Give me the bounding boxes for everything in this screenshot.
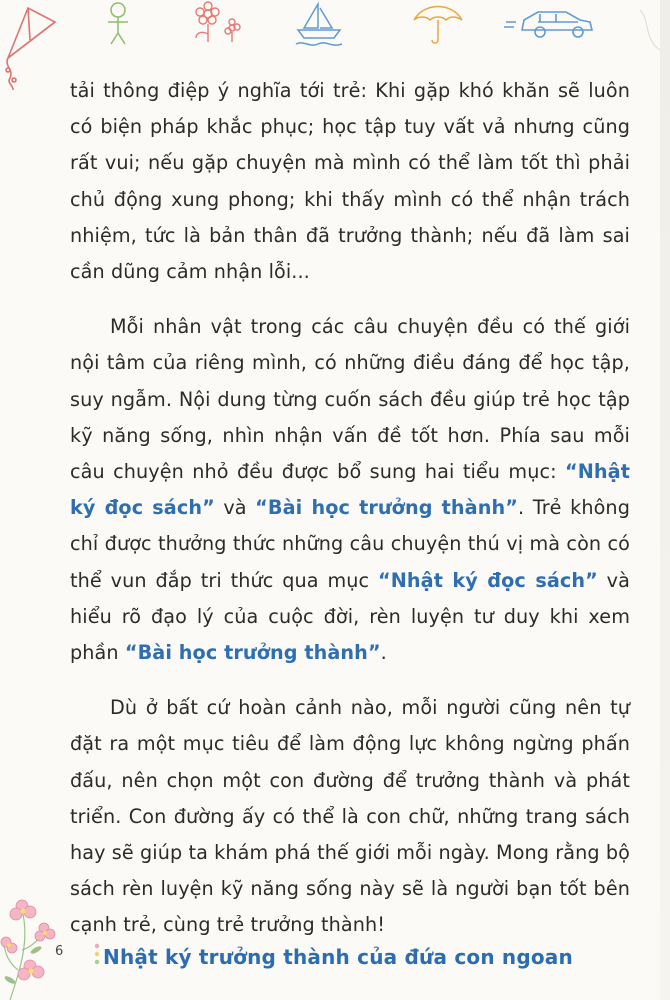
- footer: [55, 944, 69, 959]
- paragraph-3-text: Dù ở bất cứ hoàn cảnh nào, mỗi người cũng nên tự đặt ra một mục tiêu để làm động lực không ngừng phấn đấu, nên chọn một con đường để trưởng thành và phát triển. Con đường ấy có thể là con chữ, những trang sách hay sẽ giúp ta khám phá thế giới mỗi ngày. Mong rằng bộ sách rèn luyện kỹ năng sống này sẽ là người bạn tốt bên cạnh trẻ, cùng trẻ trưởng thành!: [70, 696, 630, 937]
- paragraph-3: [70, 690, 630, 943]
- sailboat-icon: [296, 4, 342, 45]
- flowers-icon: [0, 850, 110, 1000]
- paragraph-2-text: Mỗi nhân vật trong các câu chuyện đều có thế giới nội tâm của riêng mình, có những điều đáng để học tập, suy ngẫm. Nội dung từng cuốn sách đều giúp trẻ học tập kỹ năng sống, nhìn nhận vấn đề tốt hơn. Phía sau mỗi câu chuyện nhỏ đều được bổ sung hai tiểu mục:: [70, 315, 630, 484]
- paragraph-1: [70, 73, 630, 290]
- paragraph-1-text: tải thông điệp ý nghĩa tới trẻ: Khi gặp khó khăn sẽ luôn có biện pháp khắc phục; học tập tuy vất vả nhưng cũng rất vui; nếu gặp chuyện mà mình có thể làm tốt thì phải chủ động xung phong; khi thấy mình có thể nhận trách nhiệm, tức là bản thân đã trưởng thành; nếu đã làm sai cần dũng cảm nhận lỗi...: [70, 79, 630, 284]
- kite-icon: [6, 8, 55, 90]
- book-title: Nhật ký trưởng thành của đứa con ngoan: [103, 945, 573, 969]
- umbrella-icon: [414, 7, 462, 44]
- paragraph-2-text: . Trẻ không chỉ được thưởng thức những câu chuyện thú vị mà còn có thể vun đắp tri thức qua mục: [70, 496, 630, 592]
- body-text: [70, 73, 630, 944]
- page-number: 6: [55, 944, 64, 959]
- paragraph-2-text: .: [380, 641, 387, 665]
- page-edge: [660, 0, 670, 1000]
- footer-dots: [90, 940, 104, 970]
- child-icon: [108, 3, 128, 44]
- paragraph-2-text: và hiểu rõ đạo lý của cuộc đời, rèn luyện tư duy khi xem phần: [70, 568, 630, 665]
- flower-icon: [196, 2, 240, 42]
- paragraph-2-text: và: [214, 496, 256, 520]
- car-icon: [504, 12, 592, 37]
- highlight-nhat-ky-doc-sach: “Nhật ký đọc sách”: [70, 460, 630, 520]
- highlight-bai-hoc-truong-thanh: “Bài học trưởng thành”: [255, 496, 518, 520]
- highlight-bai-hoc-truong-thanh: “Bài học trưởng thành”: [124, 641, 381, 665]
- paragraph-2: [70, 309, 630, 671]
- highlight-nhat-ky-doc-sach: “Nhật ký đọc sách”: [378, 568, 598, 592]
